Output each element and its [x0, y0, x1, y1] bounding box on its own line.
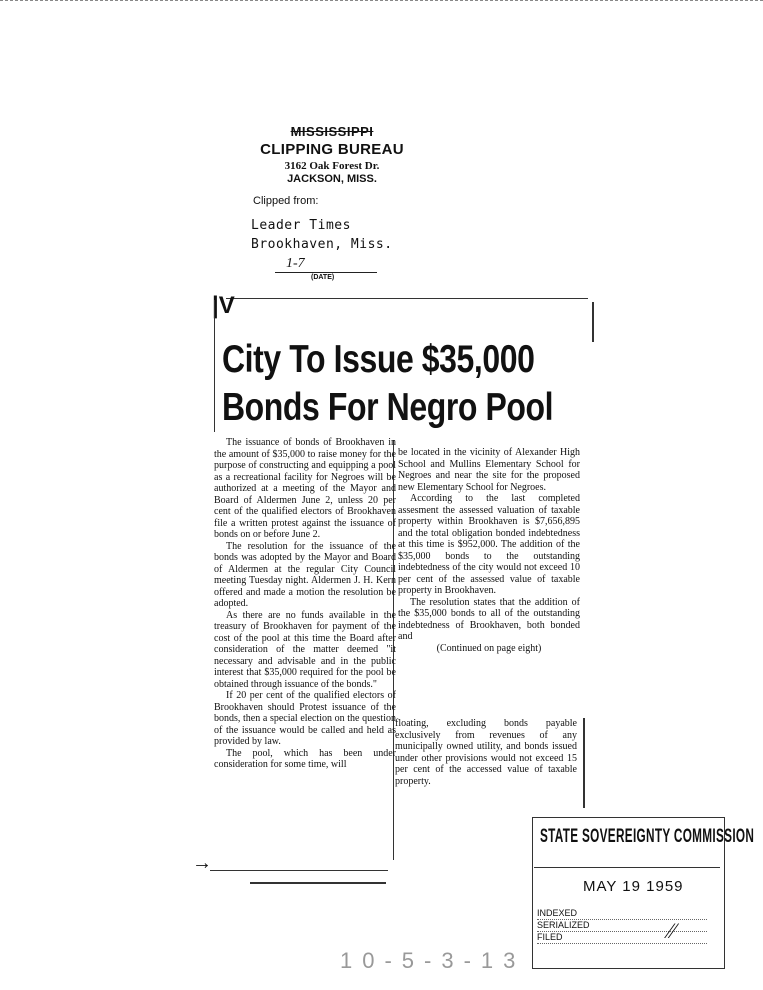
bureau-name: CLIPPING BUREAU [260, 141, 404, 158]
clip-border-left [214, 300, 215, 432]
article-paragraph: As there are no funds available in the treasury of Brookhaven for payment of the cost of the pool at this time the Board after consideration of the matter deemed "it necessary and advisable and in the public interest that $35,000 required for the pool be obtained through issuance of the bonds." [214, 609, 396, 690]
headline-line-2: Bonds For Negro Pool [222, 386, 554, 429]
paper-name: Leader Times [251, 218, 351, 233]
continued-note: (Continued on page eight) [436, 642, 542, 654]
clip-corner-mark: |V [212, 292, 235, 319]
stamp-initials-signature: ⁄⁄ [668, 918, 676, 943]
bureau-city: JACKSON, MISS. [287, 173, 377, 185]
clip-border-right-tick [592, 302, 594, 342]
date-line [275, 272, 377, 273]
stamp-field-indexed: INDEXED [537, 908, 707, 920]
clip-border-bottom [210, 870, 388, 871]
article-paragraph: The pool, which has been under consideration for some time, will [214, 747, 396, 770]
file-number: 10-5-3-13 [340, 948, 526, 973]
clipping-bureau-header [252, 124, 412, 185]
clip-border-top [226, 298, 588, 299]
stamp-fields [537, 908, 707, 944]
article-paragraph: The issuance of bonds of Brookhaven in the amount of $35,000 to raise money for the purpose of constructing and equipping a pool as a recreational facility for Negroes will be authorized at a meeting of the Mayor and Board of Aldermen June 2, unless 20 per cent of the qualified electors of Brookhaven file a written protest against the issuance of bonds on or before June 2. [214, 437, 396, 540]
continuation-paragraph: floating, excluding bonds payable exclusively from revenues of any municipally owned utility, and bonds issued under other provisions would not exceed 15 per cent of the accessed value of taxable property. [395, 718, 577, 787]
clip-corner-mark-bottom: → [192, 852, 212, 874]
stamp-rule [534, 867, 720, 868]
clip-border-right-lower [583, 718, 585, 808]
article-column-left [214, 437, 396, 771]
handwritten-date: 1-7 [286, 256, 305, 271]
paper-location: Brookhaven, Miss. [251, 237, 393, 252]
clipped-from-label: Clipped from: [253, 195, 319, 207]
article-paragraph: The resolution for the issuance of the bonds was adopted by the Mayor and Board of Aldermen at the regular City Council meeting Tuesday night. Aldermen J. H. Kern offered and made a motion the resolution be adopted. [214, 540, 396, 609]
article-column-right [398, 447, 580, 654]
source-paper [251, 216, 393, 254]
headline-line-1: City To Issue $35,000 [222, 338, 535, 381]
article-paragraph: If 20 per cent of the qualified electors of Brookhaven should Protest issuance of the bonds, then a special election on the question of the issuance would be called and held as provided by law. [214, 690, 396, 747]
clip-border-bottom-2 [250, 882, 386, 884]
stamp-field-serialized: SERIALIZED [537, 920, 707, 932]
article-paragraph: The resolution states that the addition of the $35,000 bonds to all of the outstanding indebtedness of Brookhaven, both bonded and [398, 596, 580, 642]
bureau-address: 3162 Oak Forest Dr. [284, 160, 380, 172]
bureau-state: MISSISSIPPI [290, 124, 374, 139]
headline [222, 336, 554, 432]
article-paragraph: be located in the vicinity of Alexander High School and Mullins Elementary School for Negroes and near the site for the proposed new Elementary School for Negroes. [398, 447, 580, 493]
stamp-field-filed: FILED [537, 932, 707, 944]
date-label: (DATE) [311, 274, 335, 281]
article-continuation [395, 718, 577, 787]
stamp-date: MAY 19 1959 [583, 878, 684, 895]
article-paragraph: According to the last completed assesment the assessed valuation of taxable property within Brookhaven is $7,656,895 and the total obligation bonded indebtedness at this time is $952,000. The addition of the $35,000 bonds to the outstanding indebtedness of the city would not exceed 10 per cent of the assessed value of taxable property in Brookhaven. [398, 493, 580, 596]
scan-edge [0, 0, 763, 7]
stamp-title: STATE SOVEREIGNTY COMMISSION [540, 826, 755, 847]
